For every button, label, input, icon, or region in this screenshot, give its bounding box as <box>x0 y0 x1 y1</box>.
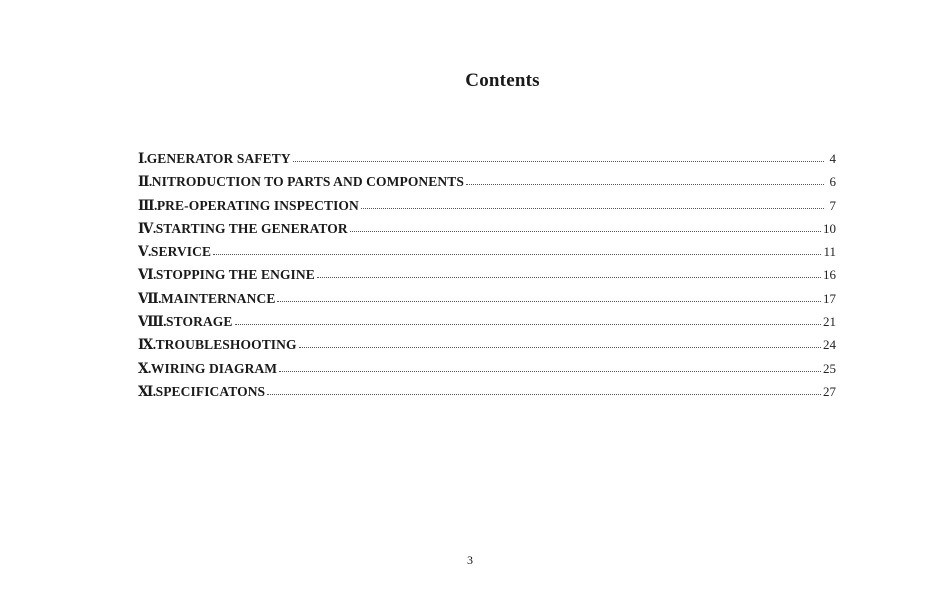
toc-entry-number: Ⅴ. <box>138 244 151 260</box>
toc-entry <box>138 267 836 290</box>
dot-leader <box>213 254 821 255</box>
toc-entry-title: STOPPING THE ENGINE <box>155 267 315 283</box>
toc-entry-page: 17 <box>823 290 836 306</box>
toc-entry-page: 7 <box>829 197 836 213</box>
dot-leader <box>350 231 821 232</box>
toc-entry-page: 24 <box>823 337 836 353</box>
toc-entry <box>138 244 836 267</box>
toc-entry-title: SPECIFICATONS <box>155 383 266 399</box>
dot-leader <box>235 324 821 325</box>
toc-entry-page: 21 <box>823 314 836 330</box>
page-number: 3 <box>467 553 473 567</box>
toc-entry <box>138 361 836 384</box>
table-of-contents <box>138 151 836 407</box>
toc-entry-title: STORAGE <box>166 314 233 330</box>
toc-entry-page: 6 <box>829 174 836 190</box>
toc-entry-number: Ⅸ. <box>138 337 156 353</box>
toc-entry-page: 27 <box>823 383 836 399</box>
toc-entry-number: Ⅷ. <box>138 314 167 330</box>
toc-entry-title: TROUBLESHOOTING <box>155 337 297 353</box>
page-title: Contents <box>465 70 540 91</box>
toc-entry-number: Ⅰ. <box>138 151 147 166</box>
toc-entry-number: Ⅺ. <box>138 383 156 399</box>
toc-entry-title: NITRODUCTION TO PARTS AND COMPONENTS <box>151 174 464 190</box>
toc-entry-page: 4 <box>829 151 836 166</box>
dot-leader <box>317 277 821 278</box>
toc-entry-title: WIRING DIAGRAM <box>150 360 278 376</box>
toc-entry-page: 25 <box>823 360 836 376</box>
toc-entry <box>138 314 836 337</box>
dot-leader <box>361 208 824 209</box>
toc-entry <box>138 291 836 314</box>
dot-leader <box>267 394 821 395</box>
toc-entry-title: SERVICE <box>150 244 212 260</box>
toc-entry-number: Ⅲ. <box>138 197 157 213</box>
toc-entry-page: 16 <box>823 267 836 283</box>
toc-entry-title: STARTING THE GENERATOR <box>155 220 348 236</box>
dot-leader <box>466 184 824 185</box>
toc-entry <box>138 337 836 360</box>
toc-entry <box>138 174 836 197</box>
dot-leader <box>279 371 821 372</box>
toc-entry <box>138 151 836 174</box>
toc-entry-number: Ⅹ. <box>138 360 151 376</box>
toc-entry <box>138 384 836 407</box>
toc-entry <box>138 221 836 244</box>
toc-entry-page: 11 <box>823 244 836 260</box>
toc-entry-number: Ⅶ. <box>138 290 161 306</box>
toc-entry-number: Ⅱ. <box>138 174 152 190</box>
toc-entry-title: MAINTERNANCE <box>160 290 276 306</box>
toc-entry <box>138 198 836 221</box>
toc-entry-title: GENERATOR SAFETY <box>146 151 291 166</box>
toc-entry-title: PRE-OPERATING INSPECTION <box>156 197 359 213</box>
toc-entry-page: 10 <box>823 220 836 236</box>
dot-leader <box>293 161 824 162</box>
dot-leader <box>277 301 821 302</box>
toc-entry-number: Ⅳ. <box>138 220 156 236</box>
toc-entry-number: Ⅵ. <box>138 267 156 283</box>
dot-leader <box>299 347 821 348</box>
